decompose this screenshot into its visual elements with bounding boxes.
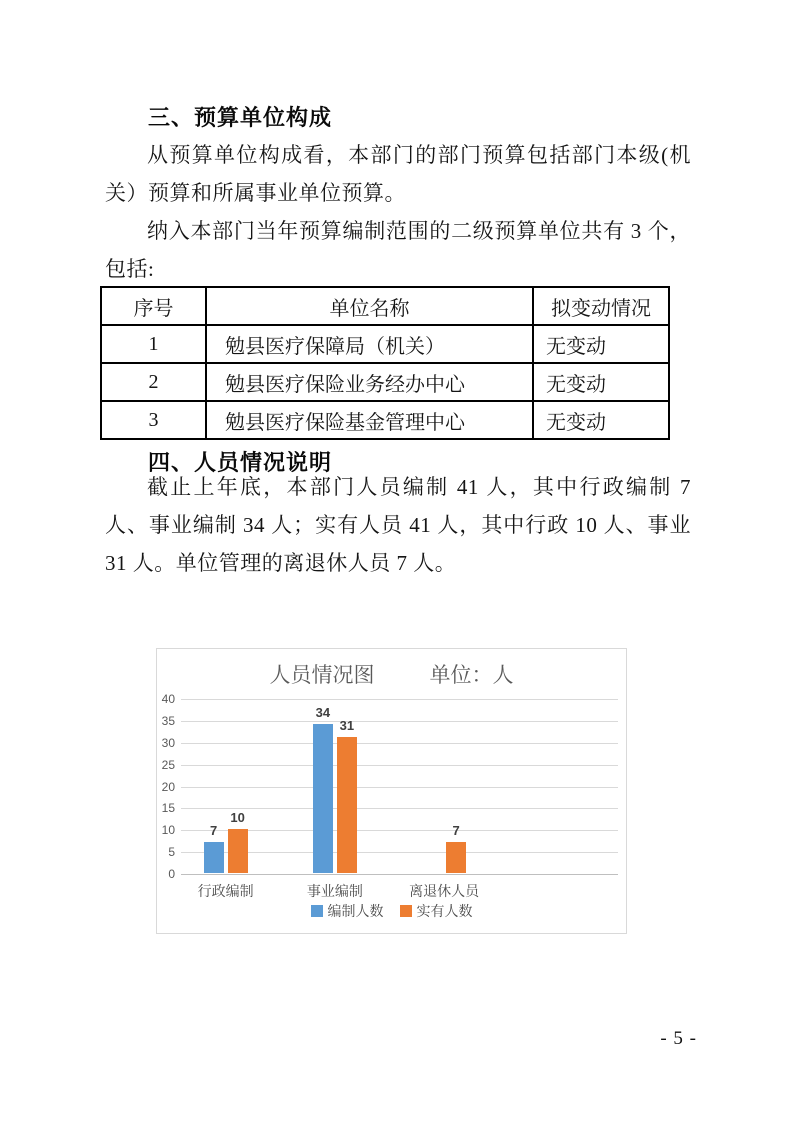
chart-plot-area	[161, 692, 618, 899]
section4-paragraph-1: 截止上年底，本部门人员编制 41 人，其中行政编制 7 人、事业编制 34 人；实有人员 41 人，其中行政 10 人、事业 31 人。单位管理的离退休人员 7 人。	[105, 475, 691, 575]
section3-paragraph-2: 纳入本部门当年预算编制范围的二级预算单位共有 3 个，包括:	[105, 219, 691, 281]
chart-title: 人员情况图	[269, 664, 375, 687]
gridline	[181, 743, 618, 744]
section4-heading: 四、人员情况说明	[148, 450, 333, 475]
y-axis-tick-label: 25	[161, 757, 175, 772]
category-label: 行政编制	[197, 883, 254, 899]
y-axis-tick-label: 10	[161, 823, 175, 838]
category-label: 离退休人员	[409, 883, 480, 899]
bar-实有人数-离退休人员	[446, 842, 466, 873]
bar-实有人数-行政编制	[228, 829, 248, 873]
bar-value-label: 31	[339, 718, 355, 734]
section3-paragraph-1: 从预算单位构成看，本部门的部门预算包括部门本级(机关）预算和所属事业单位预算。	[105, 143, 691, 205]
chart-title-row	[157, 659, 626, 689]
table-cell: 2	[101, 363, 206, 401]
category-label: 事业编制	[306, 883, 363, 899]
table-cell: 1	[101, 325, 206, 363]
chart-unit-label: 单位：人	[429, 664, 514, 687]
page-number: - 5 -	[660, 1028, 697, 1049]
gridline	[181, 721, 618, 722]
budget-unit-table-head	[101, 287, 669, 325]
y-axis-tick-label: 35	[161, 713, 175, 728]
gridline	[181, 787, 618, 788]
y-axis-tick-label: 15	[161, 801, 175, 816]
budget-unit-table-body	[101, 325, 669, 439]
table-cell: 无变动	[533, 401, 669, 439]
table-header-cell: 序号	[101, 287, 206, 325]
bar-编制人数-行政编制	[204, 842, 224, 873]
bar-value-label: 10	[230, 810, 245, 826]
legend-swatch-icon	[311, 905, 323, 917]
chart-legend	[157, 901, 626, 921]
gridline	[181, 874, 618, 875]
gridline	[181, 765, 618, 766]
gridline	[181, 808, 618, 809]
legend-label: 编制人数	[327, 903, 384, 919]
table-cell: 勉县医疗保险基金管理中心	[206, 401, 533, 439]
bar-编制人数-事业编制	[313, 724, 333, 873]
table-header-cell: 单位名称	[206, 287, 533, 325]
table-row	[101, 363, 669, 401]
bar-实有人数-事业编制	[337, 737, 357, 873]
legend-swatch-icon	[400, 905, 412, 917]
section3-heading: 三、预算单位构成	[148, 105, 333, 130]
bar-value-label: 7	[452, 823, 460, 839]
table-cell: 3	[101, 401, 206, 439]
table-cell: 无变动	[533, 363, 669, 401]
legend-label: 实有人数	[416, 903, 473, 919]
y-axis-tick-label: 0	[168, 867, 175, 881]
y-axis-tick-label: 40	[161, 692, 175, 706]
bar-value-label: 34	[315, 705, 331, 721]
gridline	[181, 699, 618, 700]
personnel-bar-chart	[156, 648, 627, 934]
table-row	[101, 325, 669, 363]
table-row	[101, 401, 669, 439]
y-axis-tick-label: 5	[168, 845, 175, 860]
bar-value-label: 7	[210, 823, 218, 839]
table-cell: 无变动	[533, 325, 669, 363]
budget-unit-table	[100, 286, 670, 440]
y-axis-tick-label: 30	[161, 735, 175, 750]
legend-item	[311, 901, 384, 921]
table-header-row	[101, 287, 669, 325]
y-axis-tick-label: 20	[161, 779, 175, 794]
table-cell: 勉县医疗保障局（机关）	[206, 325, 533, 363]
table-cell: 勉县医疗保险业务经办中心	[206, 363, 533, 401]
legend-item	[400, 901, 473, 921]
table-header-cell: 拟变动情况	[533, 287, 669, 325]
